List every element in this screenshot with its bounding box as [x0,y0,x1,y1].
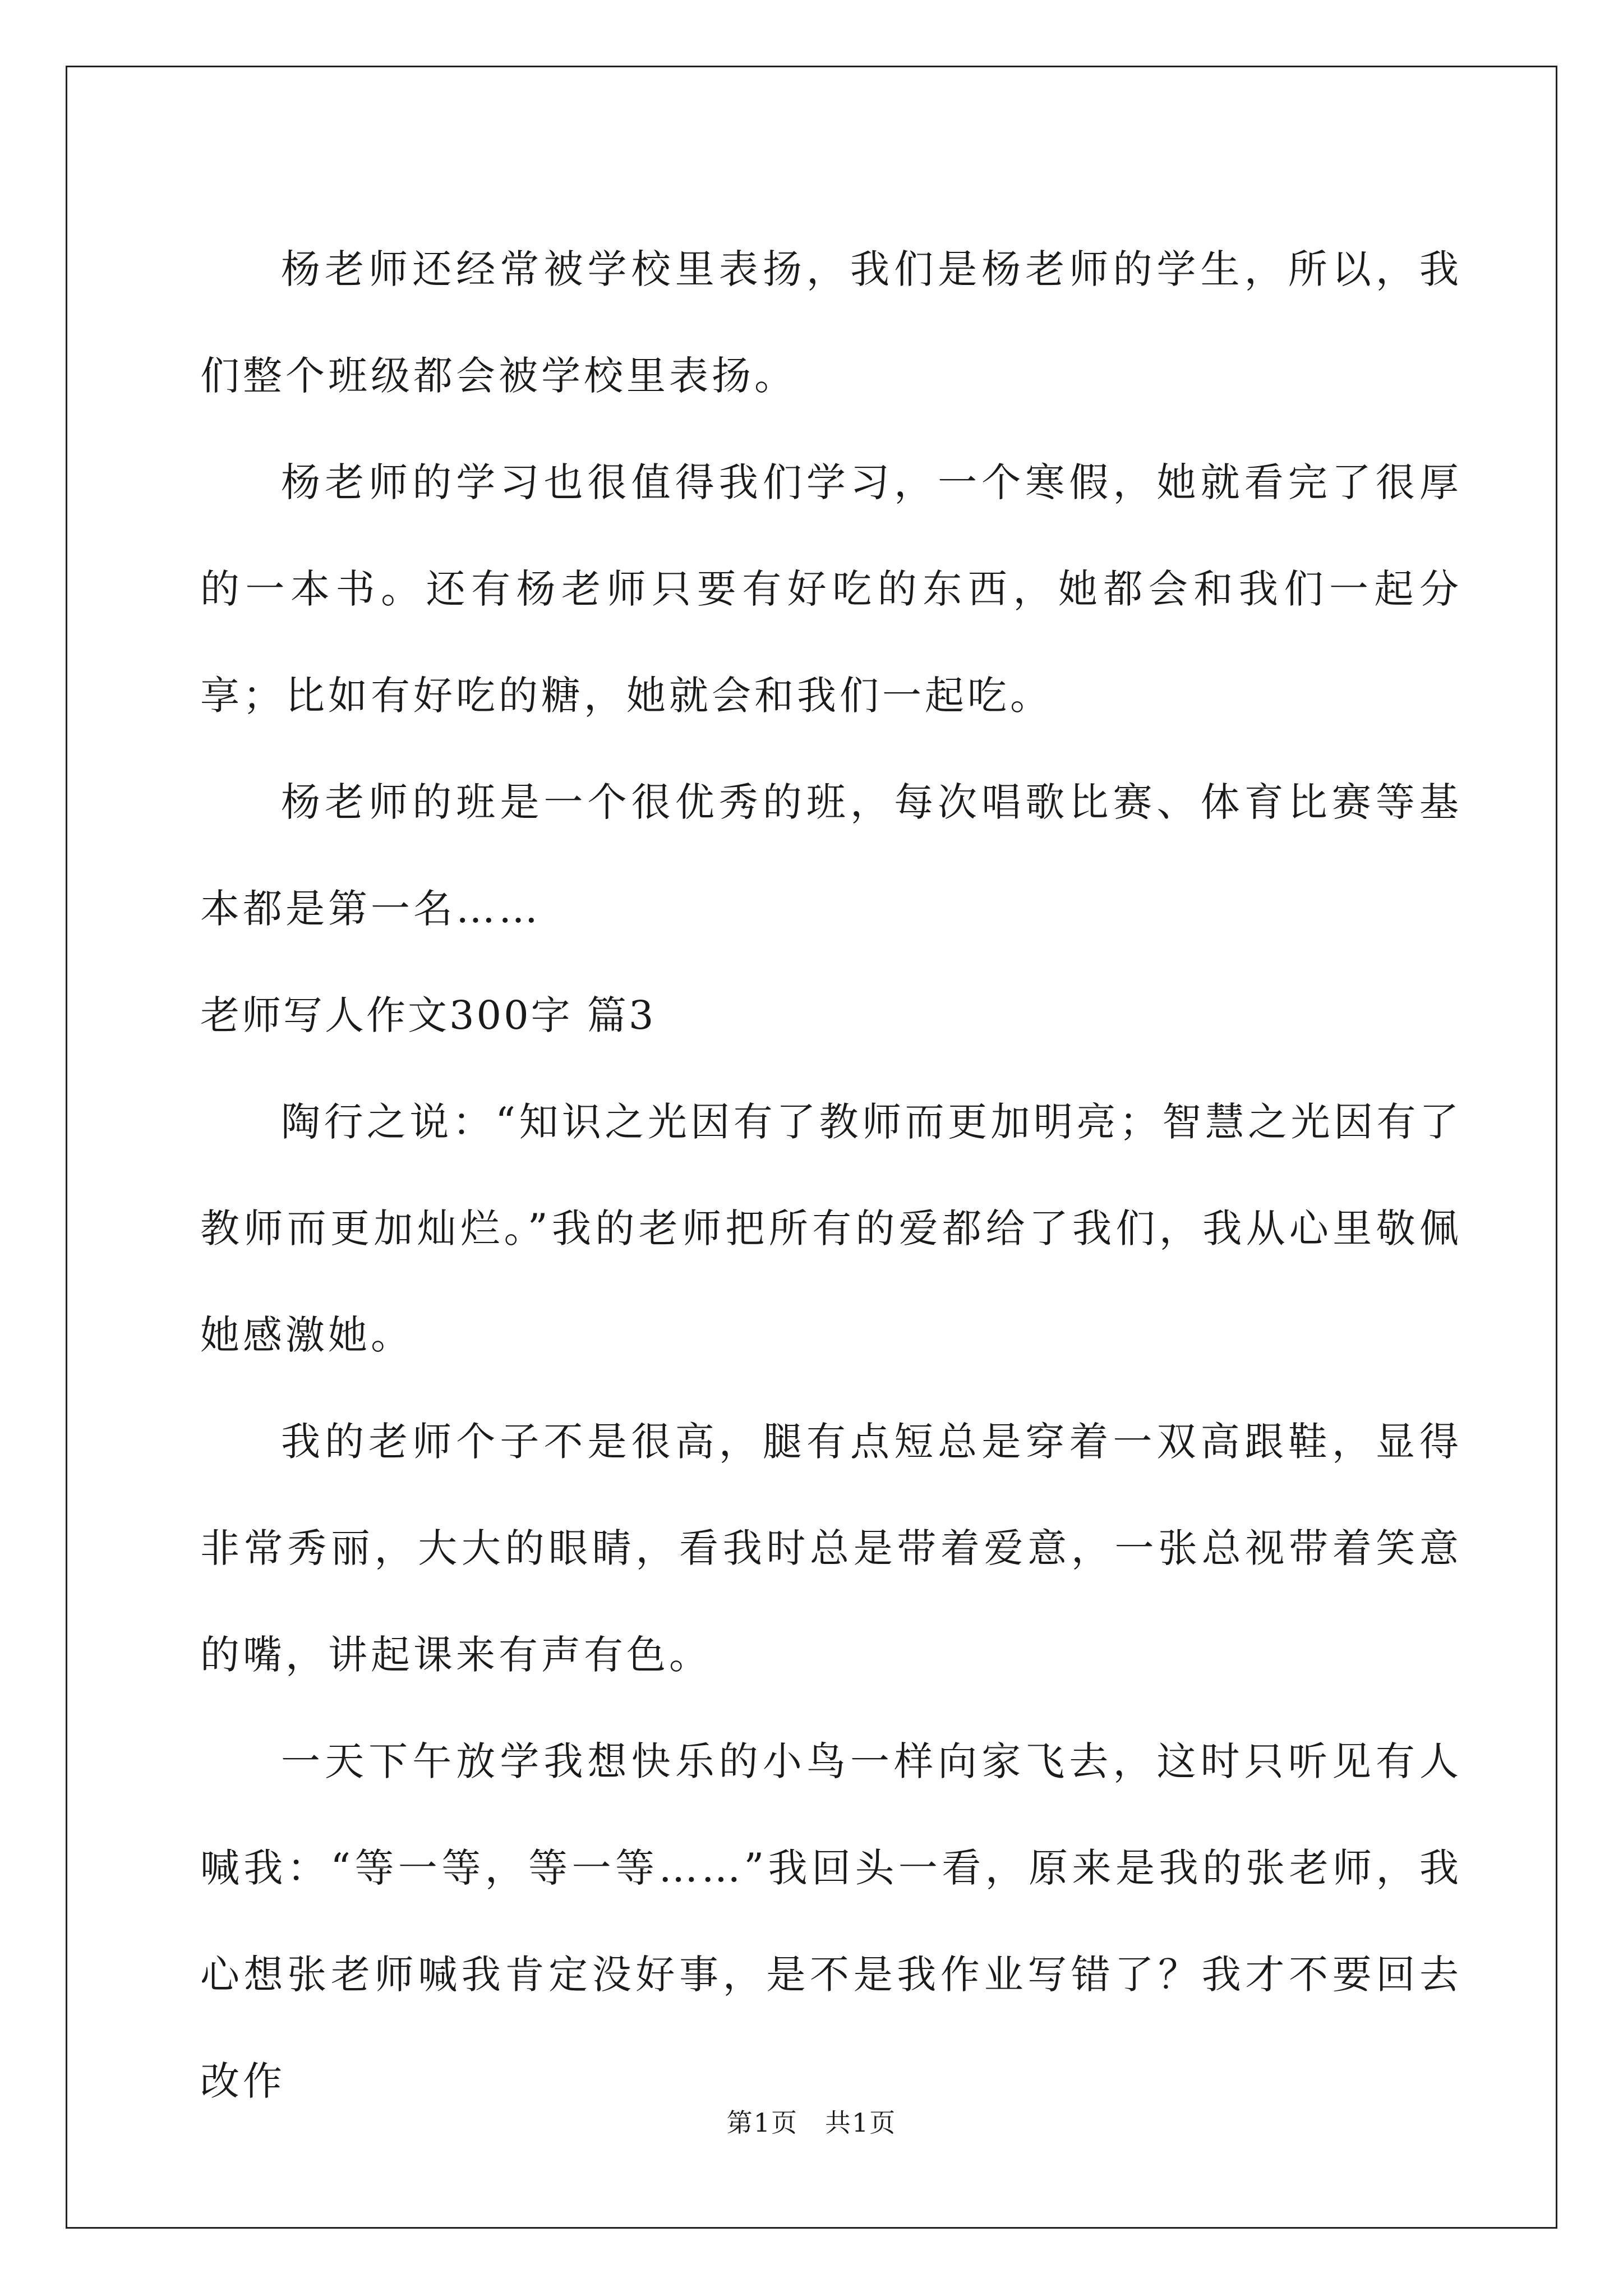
paragraph-3: 杨老师的班是一个很优秀的班，每次唱歌比赛、体育比赛等基本都是第一名…… [200,779,1462,932]
paragraph-6: 一天下午放学我想快乐的小鸟一样向家飞去，这时只听见有人喊我：“等一等，等一等……”我回头一看，原来是我的张老师，我心想张老师喊我肯定没好事，是不是我作业写错了？我才不要回去改作 [200,1738,1462,2104]
paragraph-5: 我的老师个子不是很高，腿有点短总是穿着一双高跟鞋，显得非常秀丽，大大的眼睛，看我时总是带着爱意，一张总视带着笑意的嘴，讲起课来有声有色。 [200,1419,1462,1678]
paragraph-1: 杨老师还经常被学校里表扬，我们是杨老师的学生，所以，我们整个班级都会被学校里表扬。 [200,246,1462,399]
document-body [200,216,1462,2134]
page-footer: 第1页 共1页 [726,2108,897,2138]
paragraph-2: 杨老师的学习也很值得我们学习，一个寒假，她就看完了很厚的一本书。还有杨老师只要有好吃的东西，她都会和我们一起分享；比如有好吃的糖，她就会和我们一起吃。 [200,459,1462,719]
paragraph-4: 陶行之说：“知识之光因有了教师而更加明亮；智慧之光因有了教师而更加灿烂。”我的老师把所有的爱都给了我们，我从心里敬佩她感激她。 [200,1099,1462,1358]
section-heading: 老师写人作文300字 篇3 [200,992,656,1038]
